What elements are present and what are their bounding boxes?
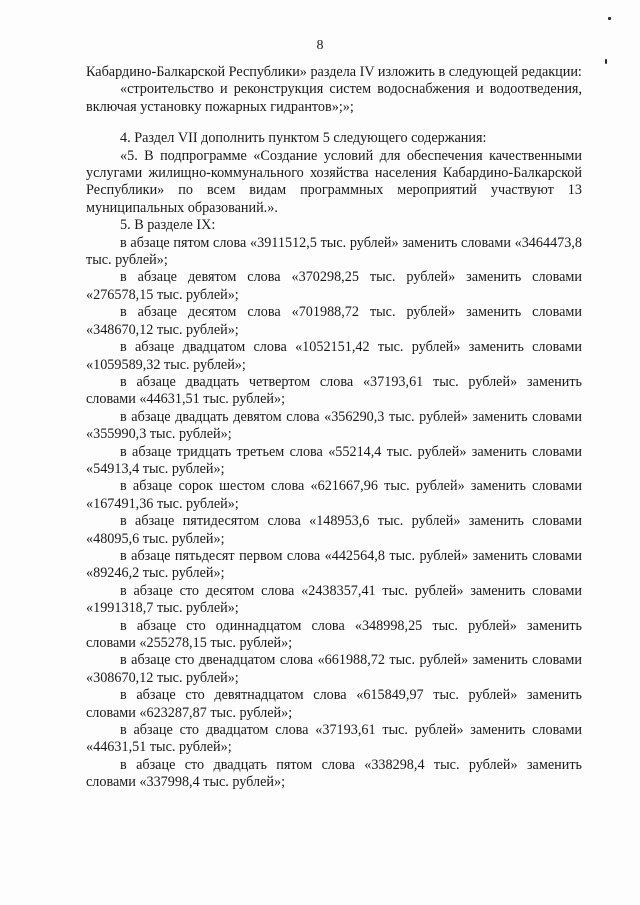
paragraph: в абзаце пятьдесят первом слова «442564,8 тыс. рублей» заменить словами «89246,2 тыс. рублей»; <box>86 547 582 582</box>
paragraph-gap <box>86 116 582 130</box>
paragraph: в абзаце двадцатом слова «1052151,42 тыс. рублей» заменить словами «1059589,32 тыс. рублей»; <box>86 339 582 373</box>
paragraph: в абзаце девятом слова «370298,25 тыс. рублей» заменить словами «276578,15 тыс. рублей»; <box>86 269 582 303</box>
paragraph: в абзаце тридцать третьем слова «55214,4 тыс. рублей» заменить словами «54913,4 тыс. рублей»; <box>86 443 582 477</box>
paragraph: в абзаце пятом слова «3911512,5 тыс. рублей» заменить словами «3464473,8 тыс. рублей»; <box>86 234 582 269</box>
paragraph: в абзаце двадцать четвертом слова «37193,61 тыс. рублей» заменить словами «44631,51 тыс. рублей»; <box>86 373 582 408</box>
paragraph: «5. В подпрограмме «Создание условий для обеспечения качественными услугами жилищно-коммунального хозяйства населения Кабардино-Балкарской Республики» по всем видам программных мероприятий участвуют 13 муниципальных образований.». <box>86 147 582 216</box>
paragraph: Кабардино-Балкарской Республики» раздела IV изложить в следующей редакции: <box>86 64 582 80</box>
scan-speck-top <box>608 17 611 20</box>
document-body <box>86 64 582 792</box>
paragraph: в абзаце сто одиннадцатом слова «348998,25 тыс. рублей» заменить словами «255278,15 тыс. рублей»; <box>86 617 582 651</box>
paragraph: в абзаце сорок шестом слова «621667,96 тыс. рублей» заменить словами «167491,36 тыс. рублей»; <box>86 478 582 512</box>
paragraph: в абзаце сто десятом слова «2438357,41 тыс. рублей» заменить словами «1991318,7 тыс. рублей»; <box>86 582 582 617</box>
paragraph: в абзаце двадцать девятом слова «356290,3 тыс. рублей» заменить словами «355990,3 тыс. рублей»; <box>86 408 582 443</box>
paragraph: 4. Раздел VII дополнить пунктом 5 следующего содержания: <box>120 130 487 147</box>
paragraph: в абзаце десятом слова «701988,72 тыс. рублей» заменить словами «348670,12 тыс. рублей»; <box>86 304 582 338</box>
paragraph: в абзаце сто двадцатом слова «37193,61 тыс. рублей» заменить словами «44631,51 тыс. рублей»; <box>86 722 582 756</box>
paragraph: в абзаце сто девятнадцатом слова «615849,97 тыс. рублей» заменить словами «623287,87 тыс. рублей»; <box>86 687 582 721</box>
scan-speck-right <box>605 59 607 64</box>
paragraph: «строительство и реконструкция систем водоснабжения и водоотведения, включая установку пожарных гидрантов»;»; <box>86 81 582 115</box>
page-number: 8 <box>316 38 324 53</box>
paragraph: в абзаце пятидесятом слова «148953,6 тыс. рублей» заменить словами «48095,6 тыс. рублей»; <box>86 513 582 547</box>
paragraph: в абзаце сто двадцать пятом слова «338298,4 тыс. рублей» заменить словами «337998,4 тыс. рублей»; <box>86 756 582 791</box>
paragraph: в абзаце сто двенадцатом слова «661988,72 тыс. рублей» заменить словами «308670,12 тыс. рублей»; <box>86 652 582 686</box>
paragraph: 5. В разделе IX: <box>120 217 216 234</box>
